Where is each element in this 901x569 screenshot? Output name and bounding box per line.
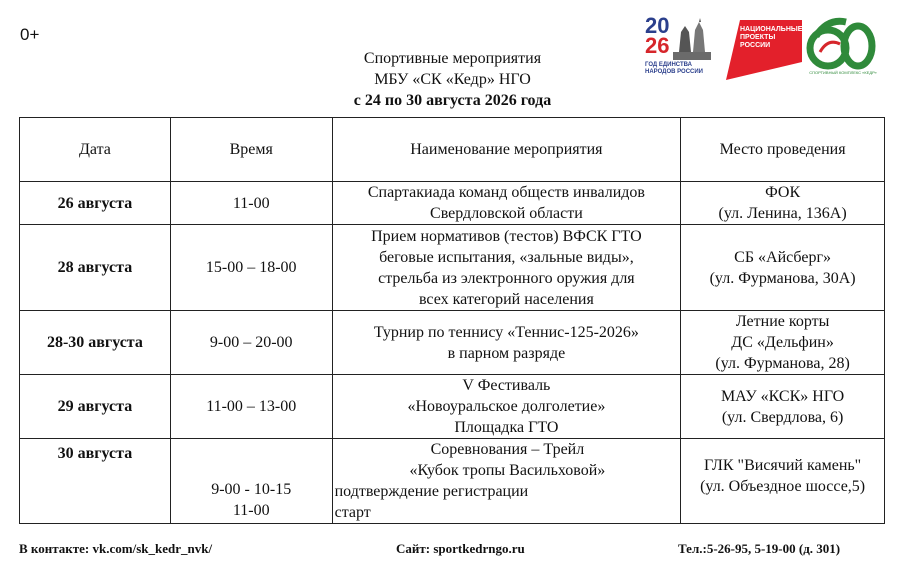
- table-row: [20, 311, 885, 375]
- cell-date: 30 августа: [20, 439, 171, 524]
- header-place: Место проведения: [681, 118, 885, 182]
- table-row: [20, 439, 885, 524]
- cell-time: 9-00 - 10-15 11-00: [170, 439, 332, 524]
- page-title: [280, 48, 625, 111]
- table-row: [20, 225, 885, 311]
- age-rating: 0+: [20, 25, 40, 44]
- title-dates: с 24 по 30 августа 2026 года: [353, 92, 552, 109]
- cell-date: 28 августа: [20, 225, 171, 311]
- cell-place: СБ «Айсберг» (ул. Фурманова, 30А): [681, 225, 885, 311]
- footer-phone: Тел.:5-26-95, 5-19-00 (д. 301): [678, 541, 841, 556]
- cell-event: Турнир по теннису «Теннис-125-2026» в парном разряде: [332, 311, 681, 375]
- cell-place: ГЛК "Висячий камень" (ул. Объездное шоссе,5): [681, 439, 885, 524]
- cell-time: 11-00: [170, 182, 332, 225]
- title-line-2: МБУ «СК «Кедр» НГО: [374, 71, 531, 88]
- cell-event: Соревнования – Трейл «Кубок тропы Васильховой» подтверждение регистрации старт: [332, 439, 681, 524]
- header-time: Время: [170, 118, 332, 182]
- national-projects-logo: [726, 20, 802, 80]
- cell-place: Летние корты ДС «Дельфин» (ул. Фурманова, 28): [681, 311, 885, 375]
- year-logo-number: 20 26: [645, 13, 670, 58]
- table-row: [20, 182, 885, 225]
- cell-time: 15-00 – 18-00: [170, 225, 332, 311]
- anniversary-60-logo: [806, 16, 878, 84]
- cell-date: 26 августа: [20, 182, 171, 225]
- cell-time: 9-00 – 20-00: [170, 311, 332, 375]
- national-projects-text: НАЦИОНАЛЬНЫЕ ПРОЕКТЫ РОССИИ: [740, 26, 803, 49]
- table-row: [20, 375, 885, 439]
- anniversary-caption: СПОРТИВНЫЙ КОМПЛЕКС «КЕДР»: [809, 70, 877, 75]
- cell-event: Прием нормативов (тестов) ВФСК ГТО беговые испытания, «зальные виды», стрельба из электронного оружия для всех категорий населения: [332, 225, 681, 311]
- cell-event: Спартакиада команд обществ инвалидов Свердловской области: [332, 182, 681, 225]
- header-event: Наименование мероприятия: [332, 118, 681, 182]
- header-date: Дата: [20, 118, 171, 182]
- title-line-1: Спортивные мероприятия: [363, 50, 542, 67]
- cell-place: МАУ «КСК» НГО (ул. Свердлова, 6): [681, 375, 885, 439]
- cell-date: 28-30 августа: [20, 311, 171, 375]
- anniversary-60-icon: [806, 16, 878, 72]
- footer-vk-link[interactable]: В контакте: vk.com/sk_kedr_nvk/: [19, 541, 213, 556]
- cell-time: 11-00 – 13-00: [170, 375, 332, 439]
- cell-place: ФОК (ул. Ленина, 136А): [681, 182, 885, 225]
- year-of-unity-logo: [643, 13, 721, 80]
- cell-event: V Фестиваль «Новоуральское долголетие» Площадка ГТО: [332, 375, 681, 439]
- table-header-row: [20, 118, 885, 182]
- year-logo-caption: ГОД ЕДИНСТВА НАРОДОВ РОССИИ: [645, 62, 703, 75]
- footer-site-link[interactable]: Сайт: sportkedrngo.ru: [396, 541, 525, 556]
- cell-date: 29 августа: [20, 375, 171, 439]
- monument-icon: [669, 18, 715, 62]
- events-table: [19, 117, 885, 524]
